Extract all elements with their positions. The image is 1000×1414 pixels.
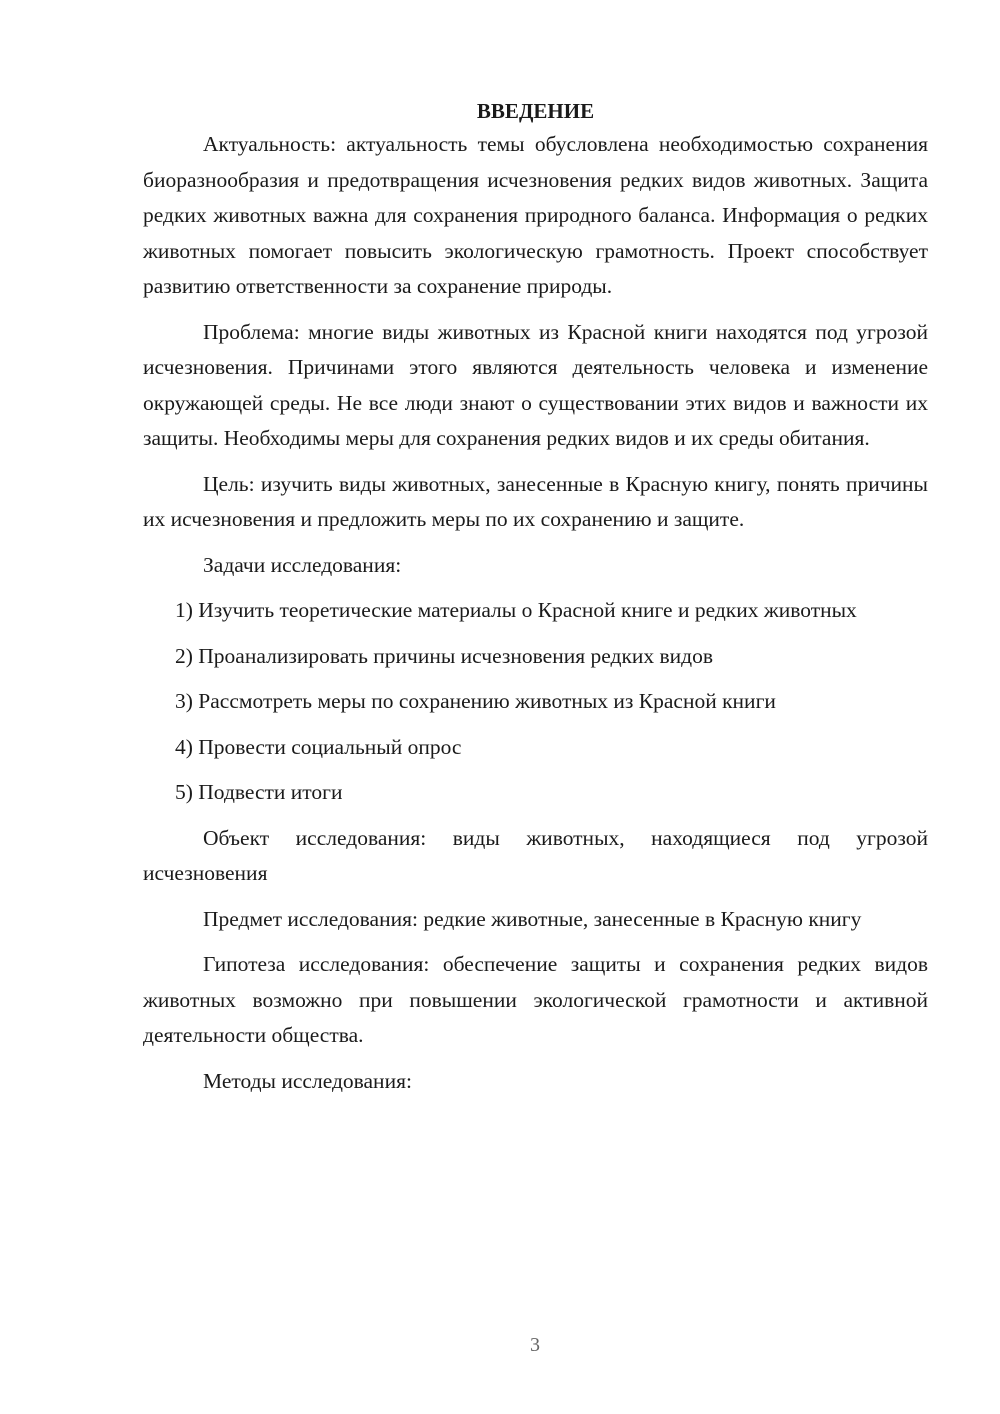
tasks-heading: Задачи исследования: xyxy=(203,552,402,577)
task-item-5: 5) Подвести итоги xyxy=(175,780,343,804)
methods-heading: Методы исследования: xyxy=(203,1068,412,1093)
page-number: 3 xyxy=(530,1334,540,1356)
task-item-1: 1) Изучить теоретические материалы о Красной книге и редких животных xyxy=(175,598,857,622)
document-page xyxy=(143,95,928,1109)
problem-paragraph: Проблема: многие виды животных из Красной книги находятся под угрозой исчезновения. Причинами этого являются деятельность человека и изменение окружающей среды. Не все люди знают о существовании этих видов и важности их защиты. Необходимы меры для сохранения редких видов и их среды обитания. xyxy=(143,319,928,450)
goal-paragraph: Цель: изучить виды животных, занесенные в Красную книгу, понять причины их исчезновения и предложить меры по их сохранению и защите. xyxy=(143,471,928,531)
task-item-3: 3) Рассмотреть меры по сохранению животных из Красной книги xyxy=(175,689,776,713)
relevance-paragraph: Актуальность: актуальность темы обусловлена необходимостью сохранения биоразнообразия и предотвращения исчезновения редких видов животных. Защита редких животных важна для сохранения природного баланса. Информация о редких животных помогает повысить экологическую грамотность. Проект способствует развитию ответственности за сохранение природы. xyxy=(143,132,928,298)
section-heading: ВВЕДЕНИЕ xyxy=(476,99,595,123)
subject-paragraph: Предмет исследования: редкие животные, занесенные в Красную книгу xyxy=(203,906,862,931)
hypothesis-paragraph: Гипотеза исследования: обеспечение защиты и сохранения редких видов животных возможно при повышении экологической грамотности и активной деятельности общества. xyxy=(143,952,928,1047)
object-paragraph: Объект исследования: виды животных, находящиеся под угрозой исчезновения xyxy=(143,825,928,885)
task-item-2: 2) Проанализировать причины исчезновения редких видов xyxy=(175,643,714,668)
task-item-4: 4) Провести социальный опрос xyxy=(175,734,462,759)
